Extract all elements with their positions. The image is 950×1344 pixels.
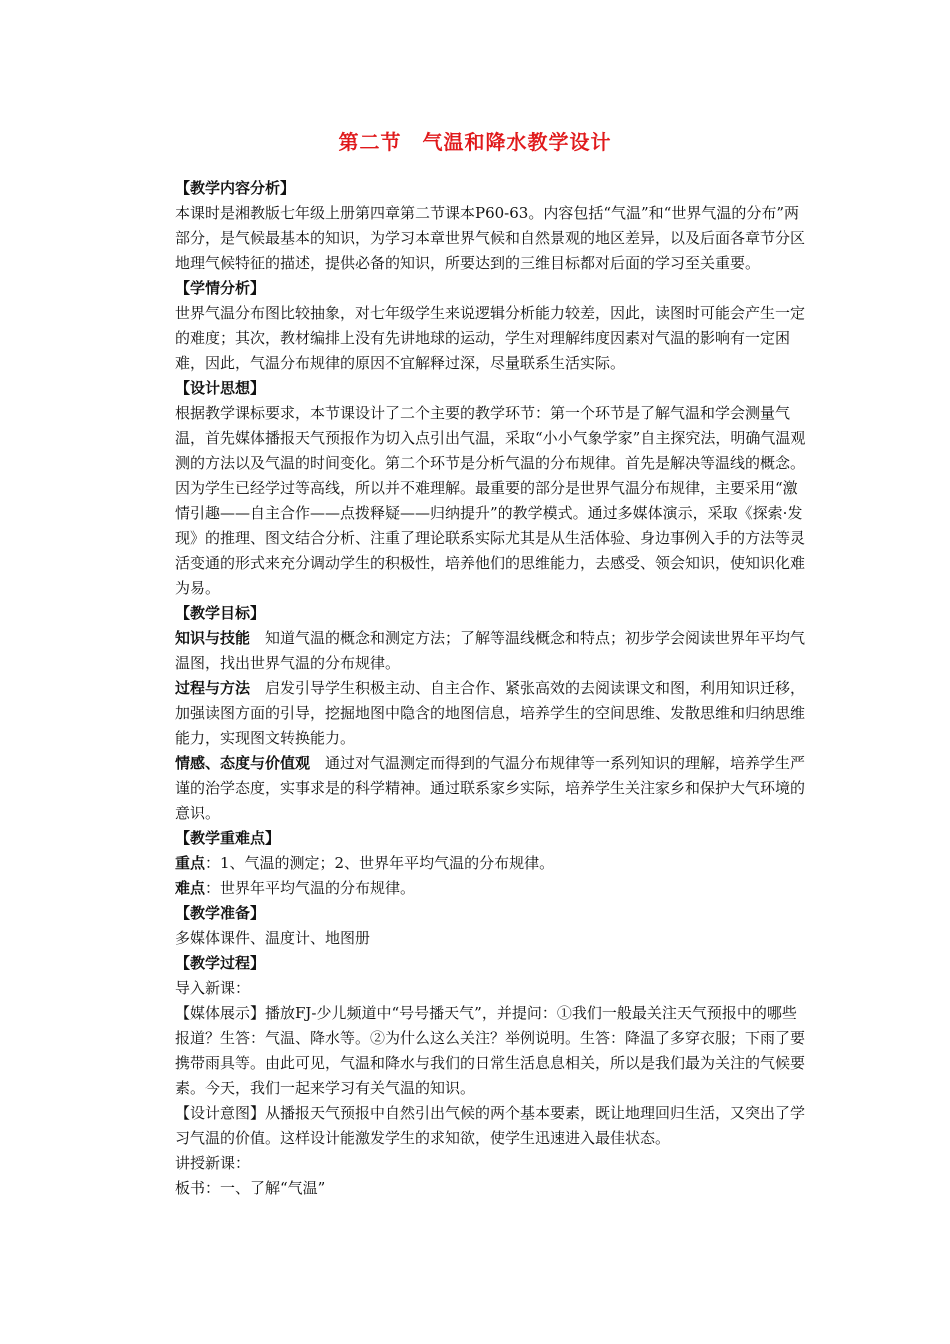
paragraph-intro-label: 导入新课： (175, 979, 251, 997)
goal-process-method (175, 676, 807, 751)
goal-label: 过程与方法 (175, 679, 251, 697)
paragraph-media-display: 【媒体展示】播放FJ-少儿频道中“号号播天气”，并提问：①我们一般最关注天气预报中的哪些报道？生答：气温、降水等。②为什么这么关注？举例说明。生答：降温了多穿衣服；下雨了要携带雨具等。由此可见，气温和降水与我们的日常生活息息相关，所以是我们最为关注的气候要素。今天，我们一起来学习有关气温的知识。 (175, 1004, 806, 1097)
goal-text: 启发引导学生积极主动、自主合作、紧张高效的去阅读课文和图，利用知识迁移，加强读图方面的引导，挖掘地图中隐含的地图信息，培养学生的空间思维、发散思维和归纳思维能力，实现图文转换能力。 (175, 679, 806, 747)
paragraph-board-writing: 板书：一、了解“气温” (175, 1179, 326, 1197)
key-label: 难点 (175, 879, 206, 897)
paragraph-content-analysis: 本课时是湘教版七年级上册第四章第二节课本P60-63。内容包括“气温”和“世界气温的分布”两部分，是气候最基本的知识，为学习本章世界气候和自然景观的地区差异，以及后面各章节分区地理气候特征的描述，提供必备的知识，所要达到的三维目标都对后面的学习至关重要。 (175, 204, 806, 272)
paragraph-student-analysis: 世界气温分布图比较抽象，对七年级学生来说逻辑分析能力较差，因此，读图时可能会产生一定的难度；其次，教材编排上没有先讲地球的运动，学生对理解纬度因素对气温的影响有一定困难，因此，气温分布规律的原因不宜解释过深，尽量联系生活实际。 (175, 304, 806, 372)
paragraph-preparation: 多媒体课件、温度计、地图册 (175, 929, 371, 947)
goal-text: 知道气温的概念和测定方法；了解等温线概念和特点；初步学会阅读世界年平均气温图，找出世界气温的分布规律。 (175, 629, 806, 672)
goal-label: 情感、态度与价值观 (175, 754, 311, 772)
heading-content-analysis: 【教学内容分析】 (175, 179, 296, 197)
key-text: ：世界年平均气温的分布规律。 (205, 879, 416, 897)
heading-design-idea: 【设计思想】 (175, 379, 266, 397)
difficult-point (175, 876, 807, 901)
paragraph-design-intent: 【设计意图】从播报天气预报中自然引出气候的两个基本要素，既让地理回归生活，又突出了学习气温的价值。这样设计能激发学生的求知欲，使学生迅速进入最佳状态。 (175, 1104, 806, 1147)
paragraph-design-idea: 根据教学课标要求，本节课设计了二个主要的教学环节：第一个环节是了解气温和学会测量气温，首先媒体播报天气预报作为切入点引出气温，采取“小小气象学家”自主探究法，明确气温观测的方法以及气温的时间变化。第二个环节是分析气温的分布规律。首先是解决等温线的概念。因为学生已经学过等高线，所以并不难理解。最重要的部分是世界气温分布规律，主要采用“激情引趣——自主合作——点拨释疑——归纳提升”的教学模式。通过多媒体演示，采取《探索·发现》的推理、图文结合分析、注重了理论联系实际尤其是从生活体验、身边事例入手的方法等灵活变通的形式来充分调动学生的积极性，培养他们的思维能力，去感受、领会知识，使知识化难为易。 (175, 404, 806, 597)
document-body (175, 176, 807, 1201)
goal-label: 知识与技能 (175, 629, 251, 647)
paragraph-new-lesson: 讲授新课： (175, 1154, 251, 1172)
key-label: 重点 (175, 854, 206, 872)
goal-text: 通过对气温测定而得到的气温分布规律等一系列知识的理解，培养学生严谨的治学态度，实事求是的科学精神。通过联系家乡实际，培养学生关注家乡和保护大气环境的意识。 (175, 754, 806, 822)
heading-preparation: 【教学准备】 (175, 904, 266, 922)
goal-knowledge-skills (175, 626, 807, 676)
key-text: ：1、气温的测定；2、世界年平均气温的分布规律。 (205, 854, 555, 872)
heading-student-analysis: 【学情分析】 (175, 279, 266, 297)
heading-teaching-goals: 【教学目标】 (175, 604, 266, 622)
goal-emotion-values (175, 751, 807, 826)
key-point (175, 851, 807, 876)
heading-teaching-process: 【教学过程】 (175, 954, 266, 972)
page-title: 第二节 气温和降水教学设计 (338, 130, 612, 154)
heading-key-points: 【教学重难点】 (175, 829, 281, 847)
